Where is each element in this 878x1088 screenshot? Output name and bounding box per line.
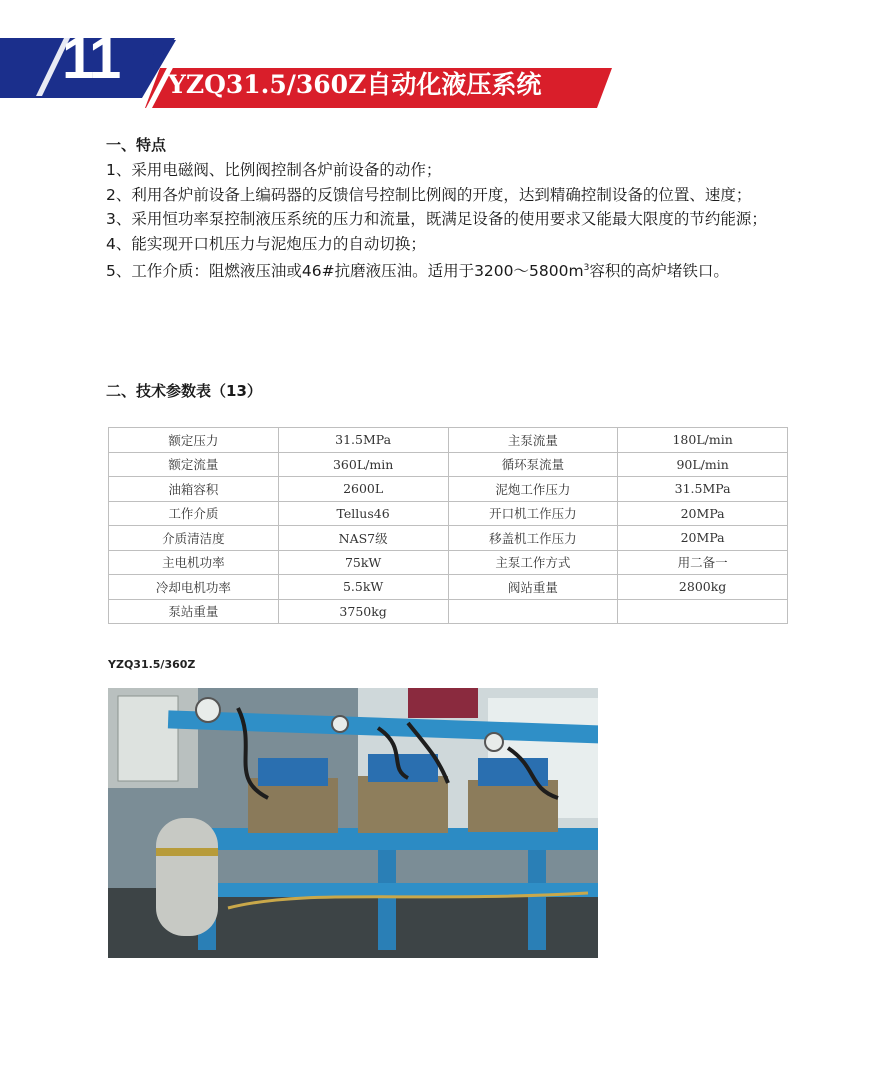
table-cell: 油箱容积 bbox=[109, 477, 279, 502]
table-row bbox=[109, 599, 788, 624]
table-cell bbox=[618, 599, 788, 624]
table-cell: 工作介质 bbox=[109, 501, 279, 526]
feature-item: 1、采用电磁阀、比例阀控制各炉前设备的动作； bbox=[106, 161, 442, 179]
table-cell: 泥炮工作压力 bbox=[448, 477, 618, 502]
feature-5-superscript: 3 bbox=[583, 263, 590, 273]
page-title: YZQ31.5/360Z自动化液压系统 bbox=[168, 70, 542, 99]
table-cell: 3750kg bbox=[278, 599, 448, 624]
features-heading: 一、特点 bbox=[106, 136, 167, 154]
table-cell: 主电机功率 bbox=[109, 550, 279, 575]
table-cell: 31.5MPa bbox=[278, 428, 448, 453]
table-cell: 20MPa bbox=[618, 526, 788, 551]
hydraulic-station-photo bbox=[108, 688, 598, 958]
table-row bbox=[109, 526, 788, 551]
table-row bbox=[109, 501, 788, 526]
table-cell: 开口机工作压力 bbox=[448, 501, 618, 526]
photo-caption: YZQ31.5/360Z bbox=[108, 658, 196, 671]
table-cell: 180L/min bbox=[618, 428, 788, 453]
table-row bbox=[109, 428, 788, 453]
table-row bbox=[109, 550, 788, 575]
feature-5-prefix: 5、工作介质：阻燃液压油或46#抗磨液压油。适用于3200～5800m bbox=[106, 262, 584, 281]
table-cell: 31.5MPa bbox=[618, 477, 788, 502]
table-cell: 循环泵流量 bbox=[448, 452, 618, 477]
table-cell: 主泵工作方式 bbox=[448, 550, 618, 575]
table-cell: 20MPa bbox=[618, 501, 788, 526]
feature-item: 4、能实现开口机压力与泥炮压力的自动切换； bbox=[106, 234, 426, 253]
chapter-number: 11 bbox=[62, 26, 120, 91]
header-banner-graphic bbox=[0, 0, 878, 120]
features-list bbox=[106, 158, 806, 284]
table-cell: Tellus46 bbox=[278, 501, 448, 526]
table-row bbox=[109, 477, 788, 502]
table-cell: 90L/min bbox=[618, 452, 788, 477]
table-cell: 360L/min bbox=[278, 452, 448, 477]
table-cell: 介质清洁度 bbox=[109, 526, 279, 551]
table-row bbox=[109, 452, 788, 477]
table-cell: 2600L bbox=[278, 477, 448, 502]
table-cell: 额定压力 bbox=[109, 428, 279, 453]
table-cell: 移盖机工作压力 bbox=[448, 526, 618, 551]
table-cell: 2800kg bbox=[618, 575, 788, 600]
params-table bbox=[108, 427, 788, 624]
table-row bbox=[109, 575, 788, 600]
feature-item bbox=[106, 256, 806, 284]
table-cell: NAS7级 bbox=[278, 526, 448, 551]
params-heading: 二、技术参数表（13） bbox=[106, 382, 262, 400]
table-cell: 5.5kW bbox=[278, 575, 448, 600]
table-cell: 冷却电机功率 bbox=[109, 575, 279, 600]
table-cell: 泵站重量 bbox=[109, 599, 279, 624]
hydraulic-station-illustration bbox=[108, 688, 598, 958]
feature-item: 2、利用各炉前设备上编码器的反馈信号控制比例阀的开度，达到精确控制设备的位置、速度； bbox=[106, 185, 752, 204]
table-cell: 75kW bbox=[278, 550, 448, 575]
table-cell bbox=[448, 599, 618, 624]
table-cell: 阀站重量 bbox=[448, 575, 618, 600]
table-cell: 用二备一 bbox=[618, 550, 788, 575]
feature-5-suffix: 容积的高炉堵铁口。 bbox=[589, 262, 729, 281]
table-cell: 额定流量 bbox=[109, 452, 279, 477]
page-header bbox=[0, 0, 878, 120]
table-cell: 主泵流量 bbox=[448, 428, 618, 453]
feature-item: 3、采用恒功率泵控制液压系统的压力和流量，既满足设备的使用要求又能最大限度的节约能源； bbox=[106, 210, 767, 228]
